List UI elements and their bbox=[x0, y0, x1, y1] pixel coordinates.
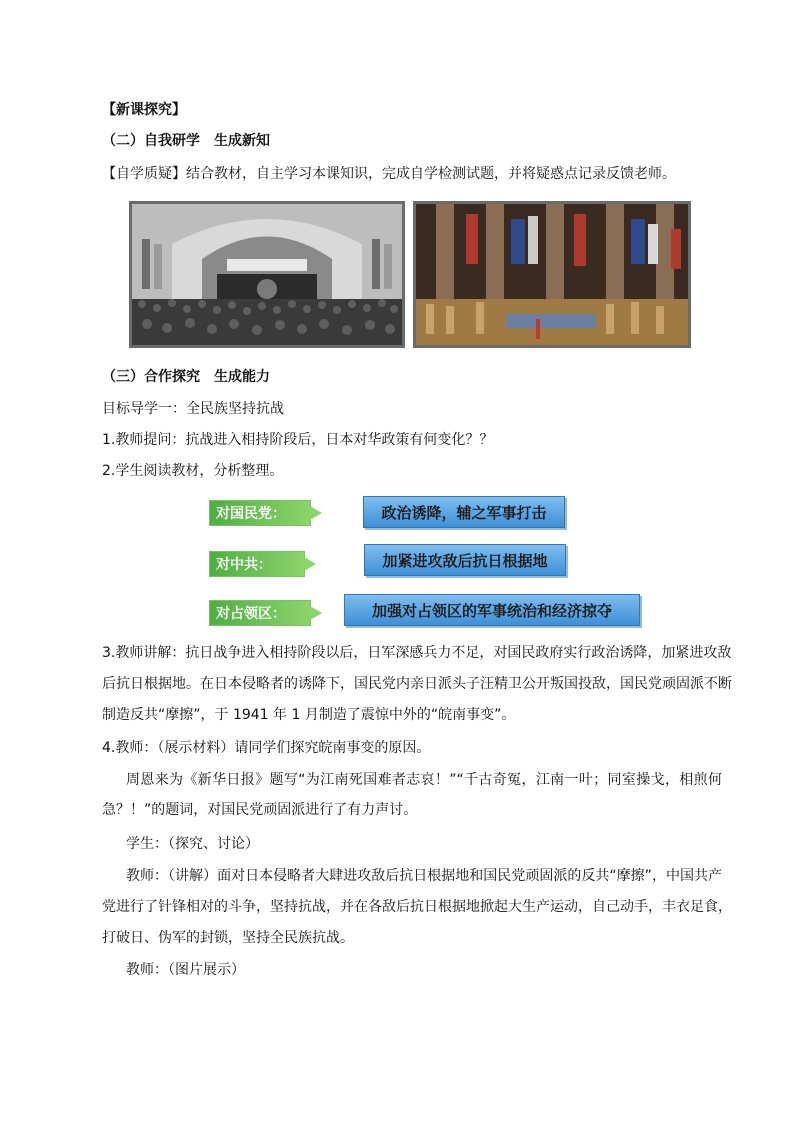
diagram-box-occupied: 加强对占领区的军事统治和经济掠夺 bbox=[344, 594, 640, 626]
zhou-line2: 急？！”的题词，对国民党顽固派进行了有力声讨。 bbox=[102, 802, 418, 818]
item2-text: 2.学生阅读教材，分析整理。 bbox=[102, 463, 284, 479]
teacher-explain-line1: 教师：（讲解）面对日本侵略者大肆进攻敌后抗日根据地和国民党顽固派的反共“摩擦”，中国共产 bbox=[126, 868, 722, 884]
assembly-hall-photo bbox=[129, 201, 405, 348]
teacher-explain-line3: 打破日、伪军的封锁，坚持全民族抗战。 bbox=[102, 930, 354, 946]
item1-question: 1.教师提问：抗战进入相持阶段后，日本对华政策有何变化？？ bbox=[102, 432, 494, 448]
item4-text: 4.教师：（展示材料）请同学们探究皖南事变的原因。 bbox=[102, 740, 431, 756]
item3-line1: 3.教师讲解：抗日战争进入相持阶段以后，日军深感兵力不足，对国民政府实行政治诱降，加紧进攻敌 bbox=[102, 645, 732, 661]
section-two-heading: （二）自我研学 生成新知 bbox=[102, 133, 270, 149]
student-text: 学生：（探究、讨论） bbox=[126, 836, 259, 852]
teacher-explain-line2: 党进行了针锋相对的斗争，坚持抗战，并在各敌后抗日根据地掀起大生产运动，自己动手，丰衣足食， bbox=[102, 899, 732, 915]
diagram-tag-occupied: 对占领区： bbox=[209, 600, 311, 626]
item3-line2: 后抗日根据地。在日本侵略者的诱降下，国民党内亲日派头子汪精卫公开叛国投敌，国民党顽固派不断 bbox=[102, 676, 732, 692]
section-new-heading: 【新课探究】 bbox=[102, 102, 186, 118]
diagram-tag-ccp: 对中共： bbox=[209, 551, 305, 577]
zhou-line1: 周恩来为《新华日报》题写“为江南死国难者志哀！”“千古奇冤，江南一叶；同室操戈，相煎何 bbox=[126, 772, 722, 788]
diagram-box-kmt: 政治诱降，辅之军事打击 bbox=[363, 496, 565, 528]
diagram-tag-kmt: 对国民党： bbox=[209, 500, 311, 526]
goal1-heading: 目标导学一：全民族坚持抗战 bbox=[102, 401, 284, 417]
self-study-text: 【自学质疑】结合教材，自主学习本课知识，完成自学检测试题，并将疑惑点记录反馈老师。 bbox=[102, 166, 676, 182]
item3-line3: 制造反共“摩擦”，于 1941 年 1 月制造了震惊中外的“皖南事变”。 bbox=[102, 707, 516, 723]
section-three-heading: （三）合作探究 生成能力 bbox=[102, 369, 270, 385]
diagram-box-ccp: 加紧进攻敌后抗日根据地 bbox=[364, 544, 566, 576]
surrender-ceremony-photo bbox=[413, 201, 691, 348]
teacher-pic-text: 教师：（图片展示） bbox=[126, 962, 245, 978]
